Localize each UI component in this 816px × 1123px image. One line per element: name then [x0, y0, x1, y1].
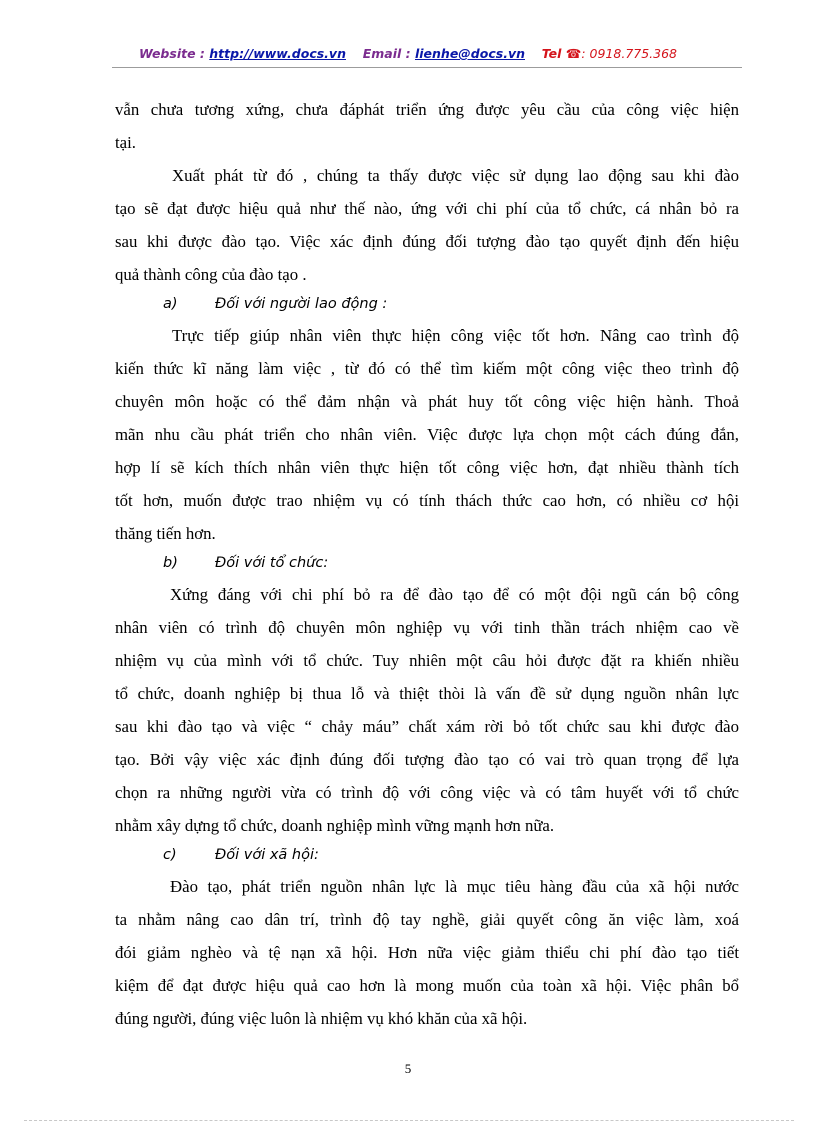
paragraph-line: chọn ra những người vừa có trình độ với công việc và có tâm huyết với tổ chức: [115, 783, 739, 802]
paragraph-line: vẫn chưa tương xứng, chưa đáphát triển ứng được yêu cầu của công việc hiện: [115, 100, 739, 119]
paragraph-line: kiệm để đạt được hiệu quả cao hơn là mong muốn của toàn xã hội. Việc phân bổ: [115, 976, 739, 995]
section-title: Đối với người lao động :: [215, 296, 388, 312]
header-rule: [112, 67, 742, 68]
paragraph-line: Xứng đáng với chi phí bỏ ra để đào tạo để có một đội ngũ cán bộ công: [170, 585, 739, 604]
section-letter: c): [163, 847, 177, 863]
section-heading-a: [163, 288, 387, 320]
paragraph-line: mãn nhu cầu phát triển cho nhân viên. Việc được lựa chọn một cách đúng đắn,: [115, 425, 739, 444]
email-label: Email :: [362, 46, 411, 61]
paragraph-line: hợp lí sẽ kích thích nhân viên thực hiện tốt công việc hơn, đạt nhiều thành tích: [115, 458, 739, 477]
paragraph-line: sau khi đào tạo và việc “ chảy máu” chất xám rời bỏ tốt chức sau khi được đào: [115, 717, 739, 736]
paragraph-line: ta nhằm nâng cao dân trí, trình độ tay nghề, giải quyết công ăn việc làm, xoá: [115, 910, 739, 929]
paragraph-line: tại.: [115, 133, 136, 152]
tel-number: : 0918.775.368: [581, 46, 678, 61]
page-header: [0, 46, 816, 61]
paragraph-line: đói giảm nghèo và tệ nạn xã hội. Hơn nữa việc giảm thiểu chi phí đào tạo tiết: [115, 943, 739, 962]
paragraph-line: tốt hơn, muốn được trao nhiệm vụ có tính thách thức cao hơn, có nhiều cơ hội: [115, 491, 739, 510]
paragraph-line: tạo sẽ đạt được hiệu quả như thế nào, ứng với chi phí của tổ chức, cá nhân bỏ ra: [115, 199, 739, 218]
section-heading-b: [163, 547, 328, 579]
section-letter: a): [163, 296, 178, 312]
website-label: Website :: [138, 46, 205, 61]
paragraph-line: tổ chức, doanh nghiệp bị thua lỗ và thiệt thòi là vấn đề sử dụng nguồn nhân lực: [115, 684, 739, 703]
paragraph-line: chuyên môn hoặc có thể đảm nhận và phát huy tốt công việc hiện hành. Thoả: [115, 392, 739, 411]
page-number: 5: [404, 1061, 412, 1076]
page-bottom-border: [24, 1120, 794, 1121]
paragraph-line: Đào tạo, phát triển nguồn nhân lực là mục tiêu hàng đầu của xã hội nước: [170, 877, 739, 896]
section-title: Đối với tổ chức:: [215, 555, 329, 571]
paragraph-line: đúng người, đúng việc luôn là nhiệm vụ khó khăn của xã hội.: [115, 1009, 528, 1028]
section-title: Đối với xã hội:: [215, 847, 319, 863]
paragraph-line: Trực tiếp giúp nhân viên thực hiện công việc tốt hơn. Nâng cao trình độ: [172, 326, 739, 345]
paragraph-line: Xuất phát từ đó , chúng ta thấy được việc sử dụng lao động sau khi đào: [172, 166, 739, 185]
paragraph-line: quả thành công của đào tạo .: [115, 265, 307, 284]
phone-icon: ☎: [565, 46, 582, 61]
tel-label: Tel: [541, 46, 562, 61]
paragraph-line: nhiệm vụ của mình với tổ chức. Tuy nhiên một câu hỏi được đặt ra khiến nhiều: [115, 651, 739, 670]
paragraph-line: kiến thức kĩ năng làm việc , từ đó có thể tìm kiếm một công việc theo trình độ: [115, 359, 739, 378]
paragraph-line: nhân viên có trình độ chuyên môn nghiệp vụ với tinh thần trách nhiệm cao về: [115, 618, 739, 637]
paragraph-line: thăng tiến hơn.: [115, 524, 216, 543]
paragraph-line: nhằm xây dựng tổ chức, doanh nghiệp mình vững mạnh hơn nữa.: [115, 816, 555, 835]
paragraph-line: sau khi được đào tạo. Việc xác định đúng đối tượng đào tạo quyết định đến hiệu: [115, 232, 739, 251]
email-link[interactable]: lienhe@docs.vn: [414, 46, 525, 61]
paragraph-line: tạo. Bởi vậy việc xác định đúng đối tượng đào tạo có vai trò quan trọng để lựa: [115, 750, 739, 769]
website-link[interactable]: http://www.docs.vn: [209, 46, 346, 61]
section-letter: b): [163, 555, 178, 571]
section-heading-c: [163, 839, 319, 871]
